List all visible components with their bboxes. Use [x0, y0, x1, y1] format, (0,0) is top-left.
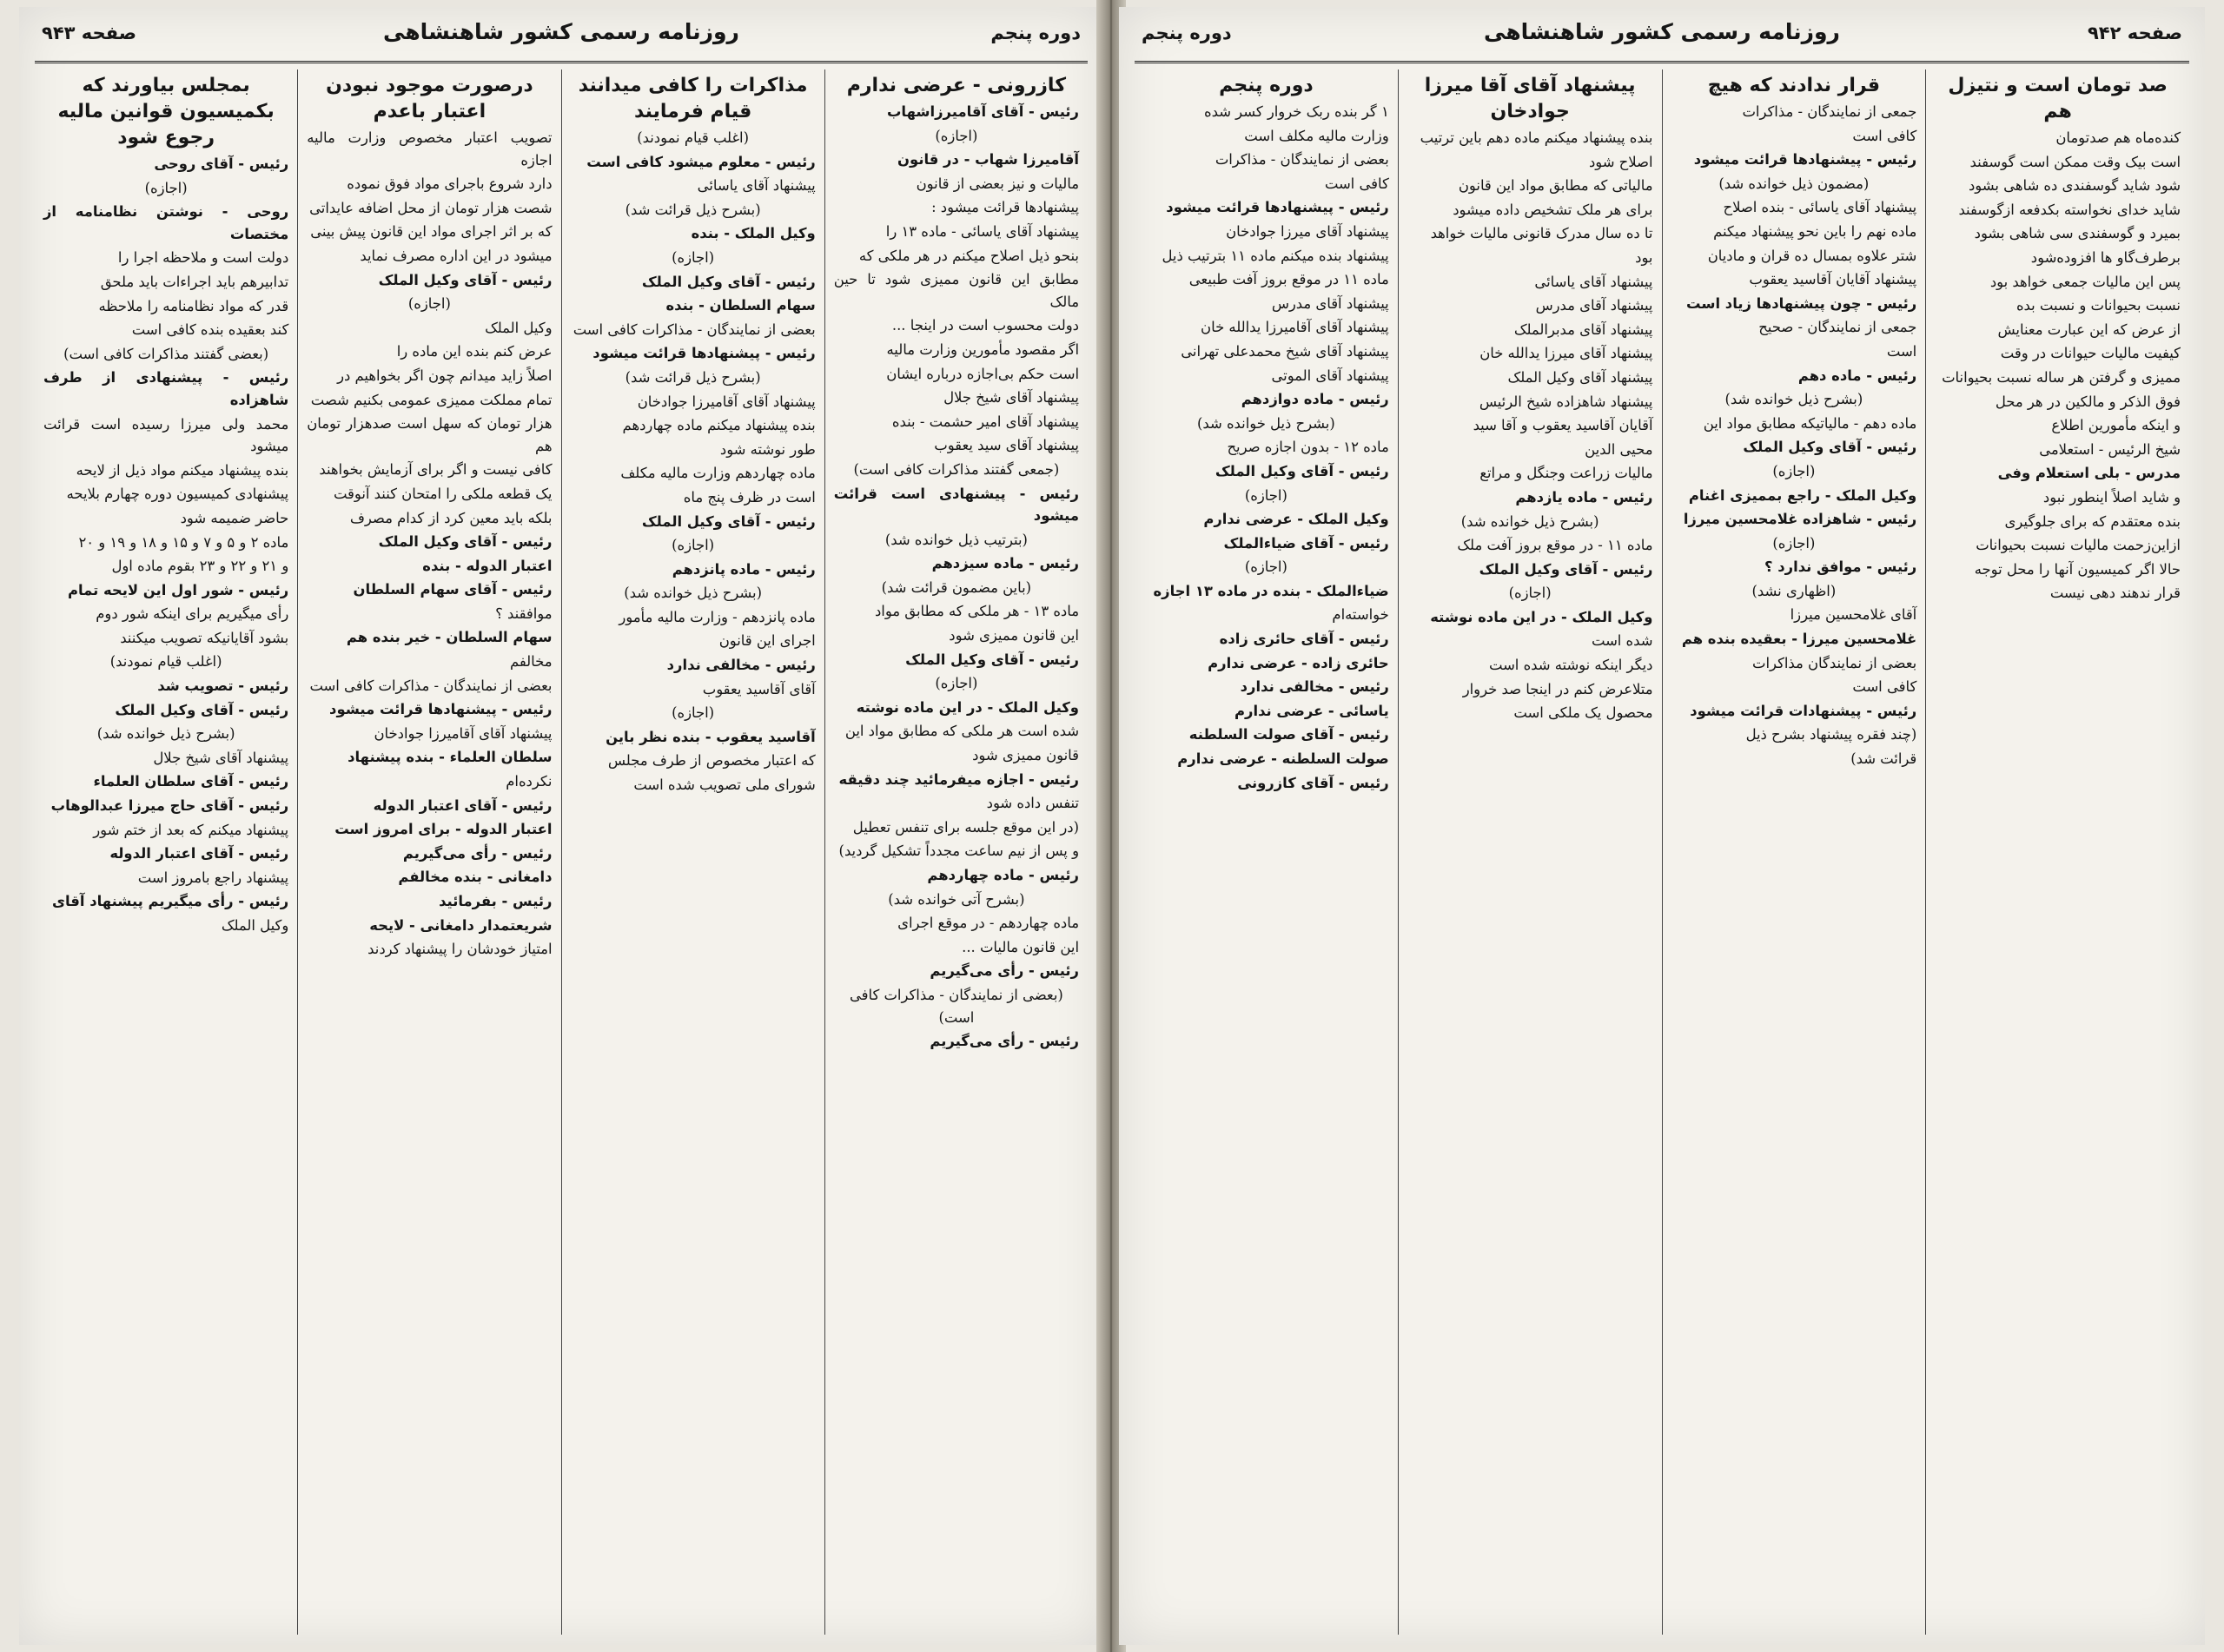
column-line: ۱ گر بنده ربک خروار کسر شده — [1204, 103, 1389, 120]
column-line: رئیس - آقای ضیاءالملک — [1223, 534, 1389, 552]
column-line: رئیس - آقای سهام السلطان — [353, 581, 553, 598]
left-column-2 — [561, 69, 824, 1635]
column-line: پس این مالیات جمعی خواهد بود — [1989, 273, 2181, 290]
column-line: رئیس - ماده دوازدهم — [1241, 391, 1389, 408]
column-line: شصت هزار تومان از محل اضافه عایداتی — [309, 199, 553, 216]
column-line: پیشنهاد آقای آقامیرزا جوادخان — [374, 724, 553, 742]
column-line: کافی نیست و اگر برای آزمایش بخواهند — [319, 461, 553, 479]
column-line: بنده پیشنهاد میکنم مواد ذیل از لایحه — [76, 461, 289, 479]
column-line: (بشرح ذیل قرائت شد) — [625, 368, 761, 386]
column-line: (اغلب قیام نمودند) — [637, 129, 749, 146]
column-line: نکرده‌ام — [506, 773, 553, 790]
column-line: از عرض که این عبارت معنایش — [1997, 320, 2181, 338]
column-line: بنده پیشنهاد میکنم ماده چهاردهم — [622, 417, 816, 434]
column-line: رئیس - آقای سلطان العلماء — [93, 773, 289, 790]
column-line: پیشنهاد آقای شیخ جلال — [943, 389, 1079, 406]
column-line: رئیس - آقای وکیل الملک — [378, 271, 553, 288]
column-line: (اجازه) — [1244, 486, 1287, 504]
column-line: آقامیرزا شهاب - در قانون — [897, 151, 1079, 169]
column-line: (اجازه) — [1508, 585, 1552, 602]
column-line: برای هر ملک تشخیص داده میشود — [1453, 201, 1653, 218]
column-line: رئیس - آقای کازرونی — [1237, 774, 1389, 791]
right-page — [1119, 7, 2205, 1645]
column-line: دامغانی - بنده مخالفم — [398, 869, 553, 886]
column-line: قرائت شد) — [1850, 750, 1917, 768]
column-line: (اجازه) — [1244, 558, 1287, 576]
column-line: رئیس - پیشنهادات قرائت میشود — [1690, 702, 1917, 719]
column-line: (بشرح ذیل قرائت شد) — [625, 201, 761, 218]
column-line: آقاسید یعقوب - بنده نظر باین — [606, 728, 816, 745]
left-page-number: صفحه ۹۴۳ — [42, 23, 137, 43]
column-line: کافی است — [1324, 175, 1389, 192]
column-line: است در ظرف پنج ماه — [683, 488, 816, 506]
column-line: شریعتمدار دامغانی - لایحه — [369, 916, 553, 934]
column-line: رئیس - تصویب شد — [157, 677, 289, 695]
column-line: پیشنهاد آقای یاسائی - بنده اصلاح — [1723, 199, 1917, 216]
column-line: جمعی از نمایندگان - مذاکرات — [1742, 103, 1917, 120]
column-line: رئیس - رأی می‌گیریم — [930, 1033, 1079, 1050]
column-line: رئیس - شاهزاده غلامحسین میرزا — [1683, 511, 1917, 528]
column-line: رئیس - آقای آقامیرزاشهاب — [886, 103, 1079, 120]
column-line: یاسائی - عرضی ندارم — [1234, 702, 1389, 719]
column-line: نسبت بحیوانات و نسبت بده — [2016, 297, 2181, 314]
column-line: رأی میگیریم برای اینکه شور دوم — [96, 605, 289, 623]
column-line: کافی است — [1852, 127, 1917, 144]
column-line: (اجازه) — [144, 179, 188, 196]
column-line: است حکم بی‌اجازه درباره ایشان — [886, 365, 1079, 382]
column-line: وکیل الملک - در این ماده نوشته — [856, 698, 1079, 716]
column-heading: کازرونی - عرضی ندارم — [846, 75, 1066, 96]
column-line: فوق الذکر و مالکین در هر محل — [1995, 393, 2181, 410]
column-line: رئیس - آقای وکیل الملک — [1479, 560, 1653, 578]
column-line: آقای آقاسید یعقوب — [702, 680, 816, 697]
column-line: (بشرح ذیل خوانده شد) — [1197, 414, 1335, 432]
column-line: شتر علاوه بمسال ده قران و مادیان — [1707, 247, 1917, 264]
column-heading: پیشنهاد آقای آقا میرزا جوادخان — [1424, 75, 1636, 122]
column-line: رئیس - پیشنهادی است قرائت میشود — [833, 485, 1079, 525]
column-line: پیشنهاد آقای یاسائی — [697, 177, 816, 195]
column-line: رئیس - آقای وکیل الملک — [905, 651, 1079, 668]
column-line: مالیات زراعت وجنگل و مراتع — [1479, 465, 1653, 482]
column-line: (چند فقره پیشنهاد بشرح ذیل — [1745, 726, 1917, 743]
column-line: ماده ۱۲ - بدون اجازه صریح — [1227, 439, 1389, 456]
column-line: غلامحسین میرزا - بعقیده بنده هم — [1681, 631, 1917, 648]
column-line: و پس از نیم ساعت مجدداً تشکیل گردید) — [838, 843, 1079, 860]
column-line: رئیس - پیشنهادی از طرف شاهزاده — [43, 369, 289, 408]
column-line: پیشنهاد راجع بامروز است — [137, 869, 289, 886]
column-heading: بمجلس بیاورند که بکمیسیون قوانین مالیه رجوع شود — [57, 75, 275, 149]
column-line: پیشنهاد آقای مدبرالملک — [1513, 320, 1653, 338]
column-line: رئیس - آقای اعتبار الدوله — [109, 845, 289, 862]
column-line: مالیاتی که مطابق مواد این قانون — [1458, 177, 1653, 195]
column-line: محمد ولی میرزا رسیده است قرائت میشود — [43, 415, 289, 455]
column-line: پیشنهاد آقای میرزا جوادخان — [1226, 222, 1389, 240]
column-line: است بیک وقت ممکن است گوسفند — [1969, 153, 2181, 170]
column-line: و شاید اصلاً اینطور نبود — [2042, 488, 2181, 506]
right-column-3 — [1398, 69, 1662, 1635]
column-line: مخالفم — [509, 653, 553, 671]
column-line: صولت السلطنه - عرضی ندارم — [1177, 750, 1389, 768]
right-page-columns — [1135, 69, 2189, 1635]
column-line: پیشنهاد آقای مدرس — [1535, 297, 1653, 314]
column-line: (اظهاری نشد) — [1751, 582, 1837, 599]
column-line: پیشنهاد بنده میکنم ماده ۱۱ بترتیب ذیل — [1162, 247, 1389, 264]
column-line: خواسته‌ام — [1332, 606, 1389, 624]
column-line: ماده ۱۱ در موقع بروز آفت طبیعی — [1188, 271, 1389, 288]
column-line: ماده دهم - مالیاتیکه مطابق مواد این — [1703, 414, 1917, 432]
column-heading: صد تومان است و نتیزل هم — [1948, 75, 2168, 122]
column-line: حاضر ضمیمه شود — [180, 509, 289, 526]
column-line: پیشنهاد آقای میرزا یدالله خان — [1479, 345, 1653, 362]
column-line: موافقند ؟ — [495, 605, 553, 622]
column-line: امتیاز خودشان را پیشنهاد کردند — [367, 941, 553, 958]
column-line: ماده پانزدهم - وزارت مالیه مأمور — [619, 608, 816, 625]
column-line: (بشرح ذیل خوانده شد) — [96, 725, 235, 743]
column-line: رئیس - مخالفی ندارد — [1240, 678, 1389, 696]
column-line: طور نوشته شود — [719, 440, 816, 458]
column-line: (اجازه) — [935, 675, 978, 692]
column-line: روحی - نوشتن نظامنامه از مختصات — [43, 203, 289, 242]
column-line: (بشرح آتی خوانده شد) — [888, 890, 1025, 908]
column-line: که بر اثر اجرای مواد این قانون پیش بینی — [310, 223, 553, 241]
column-line: وکیل الملک - راجع بممیزی اغنام — [1688, 486, 1917, 504]
column-line: رئیس - چون پیشنهادها زیاد است — [1686, 294, 1917, 312]
column-line: مطابق این قانون ممیزی شود تا حین مالک — [833, 271, 1079, 310]
column-line: (بعضی گفتند مذاکرات کافی است) — [63, 345, 269, 362]
column-line: میشود در این اداره مصرف نماید — [360, 247, 553, 264]
column-heading: قرار ندادند که هیچ — [1707, 75, 1881, 96]
column-line: رئیس - ماده پانزدهم — [672, 560, 816, 578]
column-line: رئیس - پیشنهادها قرائت میشود — [592, 345, 816, 362]
column-line: وکیل الملک - در این ماده نوشته — [1430, 608, 1653, 625]
column-line: رئیس - بفرمائید — [439, 893, 553, 909]
column-line: وکیل الملک — [485, 319, 553, 336]
column-line: شده است — [1591, 632, 1653, 650]
column-line: بعضی از نمایندگان - مذاکرات — [1215, 151, 1389, 169]
column-line: بعضی از نمایندگان مذاکرات — [1752, 654, 1917, 671]
column-line: سلطان العلماء - بنده پیشنهاد — [348, 749, 553, 766]
column-line: ماده ۲ و ۵ و ۷ و ۱۵ و ۱۸ و ۱۹ و ۲۰ — [78, 533, 289, 551]
column-line: این قانون ممیزی شود — [949, 627, 1079, 644]
column-line: ماده چهاردهم - در موقع اجرای — [897, 915, 1079, 932]
column-line: است — [1886, 342, 1917, 360]
column-line: پیشنهاد میکنم که بعد از ختم شور — [93, 821, 289, 838]
column-line: دولت است و ملاحظه اجرا را — [117, 249, 289, 267]
column-line: تا ده سال مدرک قانونی مالیات خواهد — [1430, 225, 1653, 242]
column-line: وزارت مالیه مکلف است — [1244, 127, 1389, 144]
column-line: بنده پیشنهاد میکنم ماده دهم باین ترتیب — [1420, 129, 1653, 146]
column-line: آقای غلامحسین میرزا — [1790, 606, 1917, 624]
column-line: پیشنهاد آقای وکیل الملک — [1507, 368, 1653, 386]
column-line: اصلاح شود — [1588, 153, 1653, 170]
column-line: متلاعرض کنم در اینجا صد خروار — [1462, 680, 1653, 697]
column-heading: مذاکرات را کافی میدانند قیام فرمایند — [578, 75, 808, 122]
column-line: (اجازه) — [407, 295, 451, 313]
column-line: ضیاءالملک - بنده در ماده ۱۳ اجازه — [1153, 582, 1389, 599]
column-line: پیشنهاد آقای شیخ محمدعلی تهرانی — [1181, 342, 1389, 360]
column-line: پیشنهاد آقای شیخ جلال — [153, 749, 289, 766]
column-line: عرض کنم بنده این ماده را — [396, 343, 553, 360]
column-line: (بترتیب ذیل خوانده شد) — [884, 531, 1028, 548]
column-line: و ۲۱ و ۲۲ و ۲۳ بقوم ماده اول — [111, 558, 289, 575]
column-line: رئیس - موافق ندارد ؟ — [1764, 558, 1917, 576]
column-line: بود — [1635, 248, 1653, 266]
column-line: شیخ الرئیس - استعلامی — [2039, 440, 2181, 458]
column-line: اگر مقصود مأمورین وزارت مالیه — [886, 340, 1079, 358]
left-page-newspaper-title: روزنامه رسمی کشور شاهنشاهی — [383, 19, 739, 44]
column-line: رئیس - آقای حاج میرزا عبدالوهاب — [50, 797, 289, 815]
column-line: شورای ملی تصویب شده است — [633, 776, 816, 794]
column-line: رئیس - پیشنهادها قرائت میشود — [329, 701, 553, 718]
column-line: پیشنهاد آقای یاسائی - ماده ۱۳ را — [885, 222, 1079, 240]
column-line: بمیرد و گوسفندی سی شاهی بشود — [1974, 225, 2181, 242]
column-line: شود شاید گوسفندی ده شاهی بشود — [1969, 177, 2181, 195]
column-line: پیشنهاد آقایان آقاسید یعقوب — [1749, 271, 1917, 288]
column-line: جمعی از نمایندگان - صحیح — [1758, 319, 1917, 336]
column-line: رئیس - معلوم میشود کافی است — [586, 153, 816, 170]
column-line: حائری زاده - عرضی ندارم — [1208, 654, 1389, 671]
column-line: بعضی از نمایندگان - مذاکرات کافی است — [573, 320, 816, 338]
column-line: دیگر اینکه نوشته شده است — [1488, 657, 1653, 674]
column-line: پیشنهاد آقای امیر حشمت - بنده — [891, 413, 1079, 430]
left-column-3 — [297, 69, 560, 1635]
column-line: پیشنهاد آقای الموتی — [1271, 367, 1389, 384]
column-line: شده است هر ملکی که مطابق مواد این — [844, 723, 1079, 740]
column-line: مدرس - بلی استعلام وفی — [1997, 465, 2181, 482]
column-line: بشود آقایانیکه تصویب میکنند — [120, 629, 289, 646]
column-line: برطرف‌گاو ها افزوده‌شود — [2030, 248, 2181, 266]
column-line: پیشنهادها قرائت میشود : — [931, 199, 1079, 216]
column-line: بلکه باید معین کرد از کدام مصرف — [349, 509, 553, 526]
right-column-4 — [1135, 69, 1398, 1635]
column-line: قانون ممیزی شود — [972, 747, 1079, 764]
column-line: رئیس - آقای وکیل الملک — [641, 273, 816, 290]
column-line: رئیس - پیشنهادها قرائت میشود — [1693, 151, 1917, 169]
column-line: پیشنهادی کمیسیون دوره چهارم بلایحه — [66, 486, 289, 503]
column-line: رئیس - آقای وکیل الملک — [378, 533, 553, 551]
column-line: (بعضی از نمایندگان - مذاکرات کافی است) — [849, 986, 1063, 1026]
column-line: ازاین‌زحمت مالیات نسبت بحیوانات — [1976, 537, 2181, 554]
column-line: تنفس داده شود — [986, 795, 1079, 812]
left-page-header — [35, 14, 1088, 63]
column-line: رئیس - رأی می‌گیریم — [930, 962, 1079, 980]
column-line: رئیس - آقای حائری زاده — [1219, 631, 1389, 648]
column-line: اعتبار الدوله - بنده — [422, 557, 553, 574]
column-line: تمام مملکت ممیزی عمومی بکنیم شصت — [310, 391, 553, 408]
column-line: محیی الدین — [1585, 440, 1653, 458]
column-line: پیشنهاد شاهزاده شیخ الرئیس — [1479, 393, 1653, 410]
right-column-1 — [1925, 69, 2189, 1635]
column-line: این قانون مالیات ... — [962, 938, 1079, 955]
column-line: (جمعی گفتند مذاکرات کافی است) — [853, 460, 1060, 478]
column-line: رئیس - آقای وکیل الملک — [1215, 462, 1389, 479]
column-line: رئیس - اجازه میفرمائید چند دقیقه — [838, 770, 1079, 788]
right-column-2 — [1662, 69, 1926, 1635]
column-line: اجرای این قانون — [718, 632, 816, 650]
column-line: رئیس - آقای صولت السلطنه — [1188, 726, 1389, 743]
column-line: آقایان آقاسید یعقوب و آقا سید — [1473, 417, 1653, 434]
column-line: ماده ۱۳ - هر ملکی که مطابق مواد — [874, 603, 1079, 620]
column-line: (اجازه) — [672, 248, 715, 266]
right-page-newspaper-title: روزنامه رسمی کشور شاهنشاهی — [1484, 19, 1840, 44]
column-line: (اغلب قیام نمودند) — [109, 653, 222, 671]
column-line: (بشرح ذیل خوانده شد) — [1460, 512, 1599, 530]
column-line: تدابیرهم باید اجراءات باید ملحق — [100, 273, 289, 290]
column-line: رئیس - ماده یازدهم — [1515, 488, 1653, 506]
column-line: وکیل الملک - بنده — [691, 225, 816, 242]
column-line: مالیات و نیز بعضی از قانون — [916, 175, 1079, 192]
column-line: رئیس - آقای وکیل الملک — [641, 512, 816, 530]
column-heading: دوره پنجم — [1219, 75, 1314, 96]
column-line: هزار تومان که سهل است صدهزار تومان هم — [307, 415, 553, 454]
column-line: سهام السلطان - بنده — [665, 297, 816, 314]
column-line: پیشنهاد آقای مدرس — [1271, 294, 1389, 312]
column-line: ممیزی و گرفتن هر ساله نسبت بحیوانات — [1942, 368, 2181, 386]
column-line: پیشنهاد آقای آقامیرزا جوادخان — [637, 393, 816, 410]
column-line: وکیل الملک — [221, 917, 289, 934]
right-page-number: صفحه ۹۴۲ — [2087, 23, 2182, 43]
column-line: پیشنهاد آقای یاسائی — [1534, 273, 1653, 290]
column-line: دارد شروع باجرای مواد فوق نموده — [347, 175, 553, 193]
left-page — [19, 7, 1103, 1645]
left-page-period: دوره پنجم — [990, 23, 1081, 43]
column-line: رئیس - رأی می‌گیریم — [402, 844, 553, 862]
column-line: رئیس - آقای وکیل الملک — [115, 701, 289, 718]
column-line: کنده‌ماه هم صدتومان — [2055, 129, 2181, 146]
column-line: (باین مضمون قرائت شد) — [881, 578, 1032, 596]
column-line: رئیس - ماده چهاردهم — [927, 867, 1079, 883]
column-line: وکیل الملک - عرضی ندارم — [1203, 511, 1389, 528]
column-line: (اجازه) — [1772, 534, 1816, 552]
column-line: رئیس - آقای اعتبار الدوله — [373, 796, 553, 814]
left-column-4 — [35, 69, 297, 1635]
column-line: و اینکه مأمورین اطلاع — [2051, 417, 2181, 434]
column-line: (در این موقع جلسه برای تنفس تعطیل — [852, 818, 1079, 836]
left-page-columns — [35, 69, 1088, 1635]
column-line: (اجازه) — [672, 704, 715, 722]
column-line: رئیس - رأی میگیریم پیشنهاد آقای — [51, 893, 289, 910]
column-heading: درصورت موجود نبودن اعتبار باعدم — [326, 75, 533, 122]
column-line: محصول یک ملکی است — [1513, 704, 1653, 722]
column-line: ماده ۱۱ - در موقع بروز آفت ملک — [1457, 537, 1653, 554]
column-line: کیفیت مالیات حیوانات در وقت — [2000, 345, 2181, 362]
column-line: رئیس - آقای روحی — [154, 155, 289, 172]
column-line: (اجازه) — [672, 537, 715, 554]
column-line: دولت محسوب است در اینجا ... — [891, 317, 1079, 334]
column-line: بنحو ذیل اصلاح میکنم در هر ملکی که — [858, 247, 1079, 264]
column-line: (مضمون ذیل خوانده شد) — [1718, 175, 1870, 192]
column-line: قرار ندهند دهی نیست — [2049, 585, 2181, 602]
column-line: (اجازه) — [1772, 462, 1816, 479]
column-line: قدر که مواد نظامنامه را ملاحظه — [98, 297, 289, 314]
column-line: ماده نهم را باین نحو پیشنهاد میکنم — [1713, 222, 1917, 240]
column-line: تصویب اعتبار مخصوص وزارت مالیه اجازه — [307, 129, 553, 169]
column-line: بنده معتقدم که برای جلوگیری — [2004, 512, 2181, 530]
left-column-1 — [824, 69, 1088, 1635]
column-line: یک قطعه ملکی را امتحان کنند آنوقت — [333, 485, 553, 502]
column-line: پیشنهاد آقای سید یعقوب — [934, 437, 1079, 454]
column-line: اصلاً زاید میدانم چون اگر بخواهیم در — [337, 367, 553, 384]
column-line: رئیس - آقای وکیل الملک — [1743, 439, 1917, 456]
column-line: سهام السلطان - خیر بنده هم — [346, 629, 553, 646]
column-line: (بشرح ذیل خوانده شد) — [624, 585, 762, 602]
column-line: که اعتبار مخصوص از طرف مجلس — [607, 752, 816, 770]
right-page-period: دوره پنجم — [1142, 23, 1232, 43]
column-line: کند بعقیده بنده کافی است — [131, 321, 289, 339]
column-line: اعتبار الدوله - برای امروز است — [334, 821, 553, 838]
column-line: کافی است — [1852, 678, 1917, 696]
column-line: حالا اگر کمیسیون آنها را محل توجه — [1974, 560, 2181, 578]
column-line: رئیس - ماده دهم — [1797, 367, 1917, 384]
column-line: پیشنهاد آقای آقامیرزا یدالله خان — [1201, 319, 1389, 336]
column-line: رئیس - مخالفی ندارد — [666, 657, 816, 674]
column-line: رئیس - پیشنهادها قرائت میشود — [1166, 199, 1389, 216]
column-line: (اجازه) — [935, 127, 978, 144]
column-line: شاید خدای نخواسته بکدفعه ازگوسفند — [1958, 201, 2181, 218]
column-line: بعضی از نمایندگان - مذاکرات کافی است — [309, 677, 553, 694]
column-line: رئیس - شور اول این لایحه تمام — [67, 581, 289, 598]
column-line: ماده چهاردهم وزارت مالیه مکلف — [620, 465, 816, 482]
column-line: رئیس - ماده سیزدهم — [931, 555, 1079, 572]
right-page-header — [1135, 14, 2189, 63]
column-line: (بشرح ذیل خوانده شد) — [1724, 391, 1863, 408]
